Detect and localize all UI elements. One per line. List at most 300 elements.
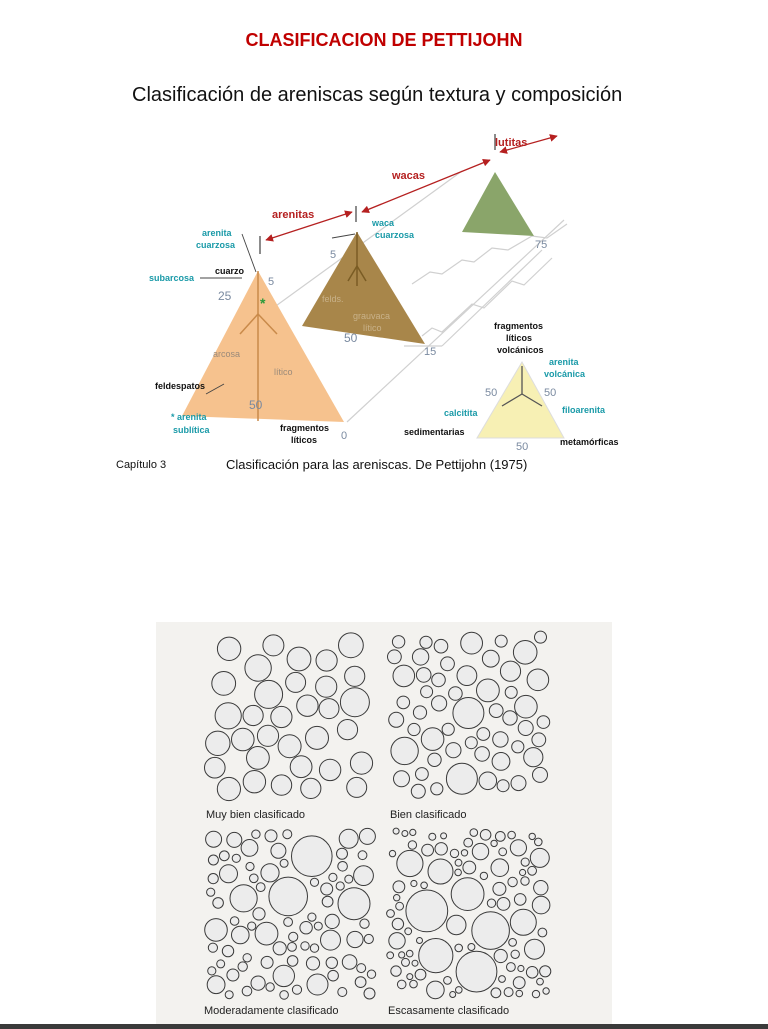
- grain-circle: [251, 976, 265, 990]
- grain-circle: [347, 931, 363, 947]
- label-cuarzo: cuarzo: [215, 266, 245, 276]
- grain-circle: [524, 748, 543, 767]
- grain-circle: [480, 830, 491, 841]
- grain-circle: [329, 873, 337, 881]
- grain-circle: [205, 757, 226, 778]
- label-fragmentos-volcanicos: fragmentos: [494, 321, 544, 331]
- grain-circle: [292, 836, 333, 877]
- grain-circle: [500, 661, 520, 681]
- figure-heading: Clasificación de areniscas según textura y composición: [132, 84, 623, 106]
- grain-circle: [416, 768, 429, 781]
- grain-circle: [543, 988, 549, 994]
- grain-circle: [219, 851, 229, 861]
- grain-circle: [410, 980, 418, 988]
- grain-circle: [208, 874, 218, 884]
- grain-circle: [300, 922, 312, 934]
- panel-label-moderate: Moderadamente clasificado: [204, 1005, 339, 1017]
- grain-circle: [475, 747, 490, 762]
- grain-circle: [510, 909, 536, 935]
- grain-circle: [461, 850, 467, 856]
- grain-circle: [307, 974, 328, 995]
- grain-circle: [364, 988, 375, 999]
- grain-circle: [518, 721, 533, 736]
- grain-circle: [516, 990, 523, 997]
- grain-circle: [328, 970, 339, 981]
- grain-circle: [217, 960, 225, 968]
- grain-circle: [321, 930, 341, 950]
- grain-circle: [479, 772, 497, 790]
- grain-circle: [420, 636, 432, 648]
- grain-circle: [412, 649, 428, 665]
- grain-circle: [255, 922, 278, 945]
- grain-circle: [446, 743, 461, 758]
- grain-circle: [397, 696, 410, 709]
- panel-label-very-well: Muy bien clasificado: [206, 809, 306, 821]
- grain-circle: [212, 672, 236, 696]
- grain-circle: [407, 974, 413, 980]
- grain-circle: [255, 680, 283, 708]
- grain-circle: [447, 915, 466, 934]
- grain-circle: [537, 716, 550, 729]
- grain-circle: [215, 703, 241, 729]
- label-waca-cuarzosa: waca: [372, 218, 395, 228]
- grain-circle: [246, 862, 254, 870]
- grain-circle: [511, 776, 526, 791]
- grain-circle: [388, 650, 402, 664]
- grain-circle: [387, 952, 394, 959]
- panel-label-well: Bien clasificado: [390, 809, 467, 821]
- grain-circle: [338, 862, 348, 872]
- grain-circle: [408, 841, 416, 849]
- grain-circle: [245, 655, 271, 681]
- grain-circle: [397, 980, 406, 989]
- svg-text:cuarzosa: cuarzosa: [196, 240, 236, 250]
- grain-circle: [525, 939, 545, 959]
- svg-text:lítico: lítico: [363, 323, 382, 333]
- grain-circle: [342, 955, 357, 970]
- grain-circle: [446, 763, 477, 794]
- svg-text:volcánica: volcánica: [544, 369, 586, 379]
- grain-circle: [345, 875, 353, 883]
- grain-circle: [451, 878, 484, 911]
- grain-circle: [242, 986, 252, 996]
- grain-circle: [256, 883, 265, 892]
- grain-circle: [337, 848, 348, 859]
- grain-circle: [286, 672, 306, 692]
- grain-circle: [530, 848, 549, 867]
- grain-circle: [340, 688, 369, 717]
- grain-circle: [406, 890, 448, 932]
- grain-circle: [534, 881, 548, 895]
- star-marker: *: [260, 295, 266, 311]
- grain-circle: [248, 922, 256, 930]
- grain-circle: [412, 960, 418, 966]
- grain-circle: [269, 877, 308, 916]
- grain-circle: [217, 637, 240, 660]
- grain-circle: [336, 882, 344, 890]
- grain-circle: [494, 949, 507, 962]
- grain-circle: [393, 828, 399, 834]
- grain-circle: [510, 840, 526, 856]
- grain-circle: [417, 938, 423, 944]
- grain-circle: [499, 976, 506, 983]
- grain-circle: [442, 723, 454, 735]
- grain-circle: [515, 695, 538, 718]
- grain-circle: [271, 706, 292, 727]
- svg-text:0: 0: [341, 430, 348, 442]
- grain-circle: [508, 831, 516, 839]
- grain-circle: [339, 829, 358, 848]
- grain-circle: [511, 950, 519, 958]
- grain-circle: [208, 855, 218, 865]
- grain-circle: [230, 885, 257, 912]
- sorting-panel-poor: [387, 828, 551, 999]
- svg-text:5: 5: [268, 276, 275, 288]
- grain-circle: [250, 874, 259, 883]
- grain-circle: [266, 983, 274, 991]
- label-feldespatos: feldespatos: [155, 381, 206, 391]
- grain-circle: [316, 650, 337, 671]
- lutitas-triangle: [462, 172, 534, 236]
- grain-circle: [470, 829, 478, 837]
- grain-circle: [422, 844, 434, 856]
- grain-circle: [287, 956, 298, 967]
- grain-circle: [347, 777, 367, 797]
- grain-circle: [364, 934, 373, 943]
- grain-circle: [533, 767, 548, 782]
- grain-circle: [509, 939, 517, 947]
- grain-circle: [392, 636, 404, 648]
- grain-circle: [284, 918, 293, 927]
- grain-circle: [527, 669, 549, 691]
- grain-circle: [280, 991, 289, 1000]
- grain-circle: [513, 977, 525, 989]
- grain-circle: [292, 985, 301, 994]
- grain-circle: [450, 992, 456, 998]
- page-title: CLASIFICACION DE PETTIJOHN: [245, 30, 523, 50]
- grain-circle: [230, 917, 239, 926]
- grain-circle: [316, 676, 337, 697]
- grain-circle: [428, 859, 453, 884]
- grain-circle: [393, 665, 415, 687]
- svg-text:líticos: líticos: [506, 333, 533, 343]
- grain-circle: [217, 777, 240, 800]
- grain-circle: [408, 723, 420, 735]
- grain-circle: [455, 859, 462, 866]
- grain-circle: [493, 732, 508, 747]
- grain-circle: [491, 988, 501, 998]
- sorting-diagram: [156, 622, 612, 1024]
- svg-text:25: 25: [218, 289, 232, 303]
- grain-circle: [477, 679, 500, 702]
- grain-circle: [532, 896, 550, 914]
- svg-text:15: 15: [424, 346, 437, 358]
- grain-circle: [537, 978, 544, 985]
- grain-circle: [421, 882, 428, 889]
- grain-circle: [495, 832, 505, 842]
- svg-text:felds.: felds.: [322, 294, 344, 304]
- grain-circle: [297, 695, 318, 716]
- grain-circle: [319, 699, 339, 719]
- grain-circle: [232, 854, 240, 862]
- grain-circle: [357, 964, 366, 973]
- grain-circle: [206, 731, 230, 755]
- grain-circle: [394, 771, 410, 787]
- grain-circle: [306, 957, 319, 970]
- grain-circle: [419, 939, 453, 973]
- grain-circle: [492, 753, 510, 771]
- grain-circle: [535, 838, 543, 846]
- grain-circle: [261, 956, 273, 968]
- grain-circle: [338, 988, 347, 997]
- grain-circle: [456, 987, 463, 994]
- grain-circle: [495, 635, 507, 647]
- grain-circle: [392, 918, 403, 929]
- grain-circle: [514, 894, 526, 906]
- grain-circle: [453, 698, 484, 729]
- grain-circle: [421, 728, 444, 751]
- grain-circle: [355, 977, 366, 988]
- grain-circle: [273, 965, 294, 986]
- grain-circle: [227, 969, 239, 981]
- grain-circle: [271, 843, 286, 858]
- grain-circle: [532, 733, 546, 747]
- label-arenita-sublitica: * arenita: [171, 412, 207, 422]
- grain-circle: [243, 771, 265, 793]
- grain-circle: [319, 759, 340, 780]
- grain-circle: [238, 962, 247, 971]
- grain-circle: [450, 849, 458, 857]
- grain-circle: [518, 965, 524, 971]
- pettijohn-figure: [112, 76, 656, 480]
- grain-circle: [289, 932, 298, 941]
- svg-text:volcánicos: volcánicos: [497, 345, 544, 355]
- grain-circle: [220, 865, 238, 883]
- grain-circle: [393, 881, 405, 893]
- grain-circle: [468, 944, 475, 951]
- grain-circle: [271, 775, 291, 795]
- grain-circle: [472, 843, 488, 859]
- label-wacas: wacas: [392, 170, 426, 182]
- grain-circle: [290, 756, 312, 778]
- grain-circle: [325, 914, 339, 928]
- grain-circle: [410, 829, 416, 835]
- grain-circle: [477, 728, 490, 741]
- grain-circle: [314, 922, 322, 930]
- grain-circle: [205, 919, 228, 942]
- grain-circle: [227, 832, 242, 847]
- grain-circle: [429, 833, 436, 840]
- label-arenita-cuarzosa: arenita: [202, 228, 232, 238]
- grain-circle: [521, 877, 529, 885]
- grain-circle: [455, 869, 462, 876]
- grain-circle: [491, 840, 497, 846]
- grain-circle: [396, 902, 404, 910]
- caption-chapter: Capítulo 3: [116, 459, 167, 471]
- svg-text:50: 50: [249, 398, 263, 412]
- grain-circle: [207, 976, 225, 994]
- grain-circle: [308, 913, 316, 921]
- sorting-panel-well: [388, 631, 550, 798]
- svg-text:50: 50: [516, 441, 529, 453]
- grain-circle: [464, 838, 473, 847]
- grain-circle: [354, 866, 374, 886]
- label-sedimentarias: sedimentarias: [404, 427, 465, 437]
- grain-circle: [482, 650, 499, 667]
- grain-circle: [326, 957, 337, 968]
- grain-circle: [416, 668, 431, 683]
- arenitas-triangle: [182, 271, 344, 422]
- grain-circle: [540, 966, 551, 977]
- grain-circle: [432, 696, 447, 711]
- grain-circle: [358, 851, 367, 860]
- grain-circle: [243, 954, 251, 962]
- grain-circle: [350, 752, 372, 774]
- grain-circle: [287, 647, 311, 671]
- label-calcitita: calcitita: [444, 408, 478, 418]
- svg-text:50: 50: [344, 331, 358, 345]
- label-grauvaca: grauvaca: [353, 311, 391, 321]
- grain-circle: [207, 888, 215, 896]
- grain-circle: [339, 633, 364, 658]
- grain-circle: [503, 711, 517, 725]
- label-litico: lítico: [274, 367, 293, 377]
- svg-text:líticos: líticos: [291, 435, 318, 445]
- grain-circle: [232, 728, 255, 751]
- sorting-panel-very-well: [205, 633, 373, 801]
- grain-circle: [301, 942, 309, 950]
- grain-circle: [322, 896, 333, 907]
- grain-circle: [225, 991, 233, 999]
- grain-circle: [243, 705, 263, 725]
- grain-circle: [520, 869, 526, 875]
- grain-circle: [310, 944, 318, 952]
- grain-circle: [278, 735, 301, 758]
- grain-circle: [456, 951, 497, 992]
- grain-circle: [428, 753, 441, 766]
- pettijohn-diagram: [112, 76, 656, 480]
- grain-circle: [367, 970, 375, 978]
- grain-circle: [310, 878, 318, 886]
- grain-circle: [208, 943, 217, 952]
- grain-circle: [306, 726, 329, 749]
- grain-circle: [321, 883, 333, 895]
- grain-circle: [391, 737, 418, 764]
- grain-circle: [402, 958, 410, 966]
- grain-circle: [493, 882, 506, 895]
- figure-caption: Clasificación para las areniscas. De Pettijohn (1975): [226, 457, 528, 472]
- grain-circle: [449, 687, 463, 701]
- grain-circle: [406, 950, 413, 957]
- grain-circle: [247, 747, 270, 770]
- grain-circle: [504, 988, 513, 997]
- grain-circle: [526, 967, 538, 979]
- grain-circle: [283, 830, 292, 839]
- grain-circle: [206, 831, 222, 847]
- grain-circle: [491, 859, 509, 877]
- grain-circle: [389, 850, 395, 856]
- grain-circle: [253, 908, 265, 920]
- label-arcosa: arcosa: [213, 349, 241, 359]
- grain-circle: [411, 880, 417, 886]
- grain-circle: [521, 858, 529, 866]
- svg-text:5: 5: [330, 249, 337, 261]
- grain-circle: [538, 928, 547, 937]
- grain-circle: [263, 635, 284, 656]
- grain-circle: [232, 926, 250, 944]
- grain-circle: [397, 850, 423, 876]
- grain-circle: [508, 877, 517, 886]
- grain-circle: [489, 704, 503, 718]
- grain-circle: [505, 686, 517, 698]
- grain-circle: [472, 912, 510, 950]
- grain-circle: [387, 910, 395, 918]
- grain-circle: [301, 778, 321, 798]
- grain-circle: [280, 859, 288, 867]
- svg-text:sublítica: sublítica: [173, 425, 210, 435]
- grain-circle: [497, 898, 510, 911]
- grain-circle: [213, 898, 224, 909]
- grain-circle: [389, 933, 405, 949]
- grain-circle: [241, 840, 258, 857]
- grain-circle: [273, 942, 286, 955]
- grain-circle: [261, 864, 279, 882]
- grain-circle: [389, 712, 404, 727]
- grain-circle: [405, 928, 412, 935]
- grain-circle: [441, 833, 447, 839]
- grain-circle: [455, 944, 463, 952]
- grain-circle: [535, 631, 547, 643]
- grain-circle: [480, 872, 487, 879]
- panel-label-poor: Escasamente clasificado: [388, 1005, 510, 1017]
- grain-circle: [413, 706, 426, 719]
- grain-circle: [497, 780, 509, 792]
- grain-circle: [338, 888, 370, 920]
- label-fragmentos-liticos: fragmentos: [280, 423, 330, 433]
- grain-circle: [345, 666, 365, 686]
- grain-circle: [359, 828, 375, 844]
- grain-circle: [435, 843, 447, 855]
- grain-circle: [399, 952, 405, 958]
- label-filoarenita: filoarenita: [562, 405, 606, 415]
- grain-circle: [441, 657, 455, 671]
- grain-circle: [431, 783, 443, 795]
- sorting-panel-moderate: [205, 828, 376, 999]
- grain-circle: [391, 966, 401, 976]
- grain-circle: [528, 866, 537, 875]
- grain-circle: [432, 673, 446, 687]
- grain-circle: [512, 741, 524, 753]
- grain-circle: [444, 977, 452, 985]
- grain-circle: [465, 737, 477, 749]
- grain-circle: [434, 639, 448, 653]
- grain-circle: [513, 641, 537, 665]
- grain-circle: [457, 666, 477, 686]
- svg-text:75: 75: [535, 239, 548, 251]
- label-lutitas: lutitas: [495, 137, 528, 149]
- grain-circle: [421, 686, 433, 698]
- grain-circle: [461, 632, 483, 654]
- grain-circle: [394, 895, 400, 901]
- grain-circle: [252, 830, 260, 838]
- grain-circle: [288, 943, 297, 952]
- svg-text:cuarzosa: cuarzosa: [375, 230, 415, 240]
- grain-circle: [257, 725, 278, 746]
- grain-circle: [507, 963, 516, 972]
- sorting-figure: [156, 622, 612, 1024]
- grain-circle: [532, 990, 539, 997]
- svg-text:50: 50: [485, 387, 498, 399]
